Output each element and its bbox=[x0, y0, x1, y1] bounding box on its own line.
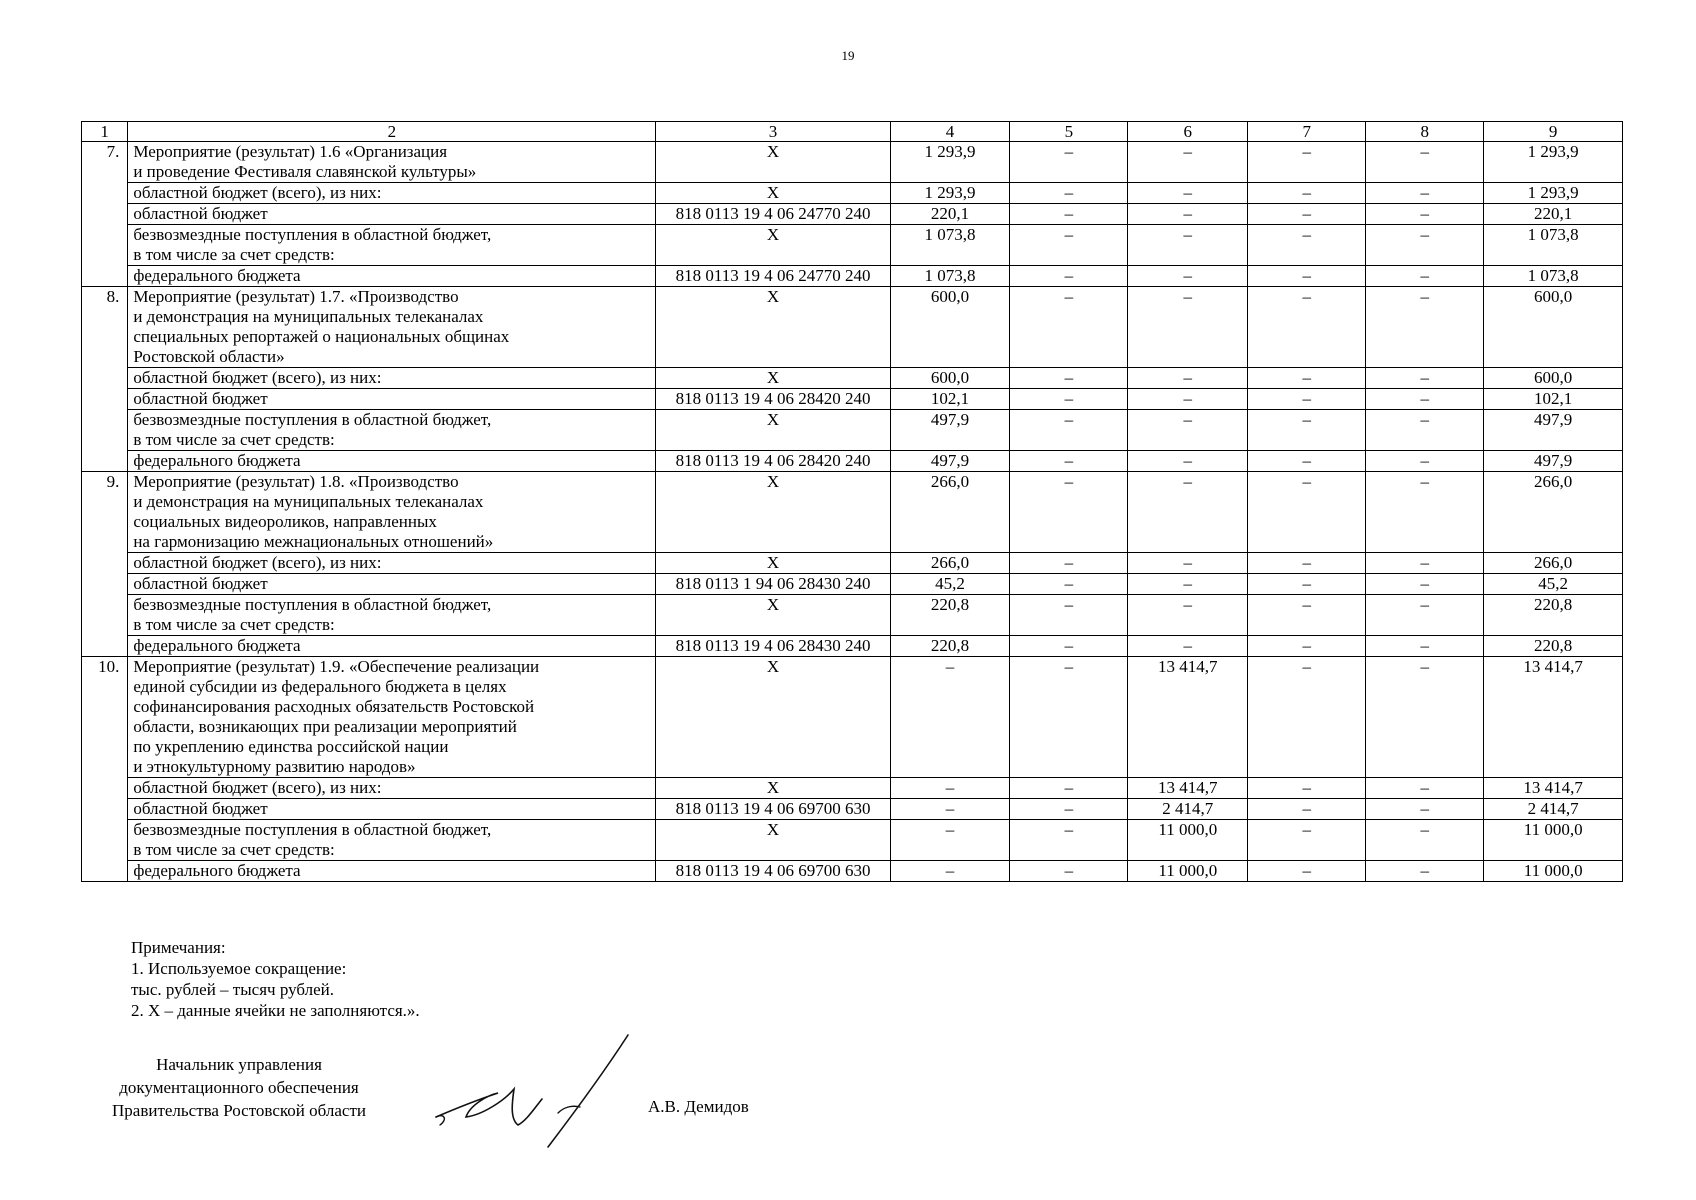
amount-cell: – bbox=[1010, 657, 1128, 778]
amount-cell: 497,9 bbox=[1484, 410, 1623, 451]
amount-cell: 600,0 bbox=[1484, 287, 1623, 368]
amount-cell: – bbox=[1248, 204, 1366, 225]
amount-cell: 1 073,8 bbox=[890, 266, 1010, 287]
amount-cell: – bbox=[1248, 287, 1366, 368]
budget-code: X bbox=[656, 183, 890, 204]
row-number: 10. bbox=[82, 657, 128, 882]
amount-cell: – bbox=[1248, 574, 1366, 595]
amount-cell: – bbox=[1366, 410, 1484, 451]
amount-cell: – bbox=[1248, 799, 1366, 820]
item-name: областной бюджет (всего), из них: bbox=[128, 553, 656, 574]
item-name: областной бюджет bbox=[128, 389, 656, 410]
amount-cell: – bbox=[1248, 389, 1366, 410]
notes-title: Примечания: bbox=[131, 938, 226, 957]
amount-cell: – bbox=[1248, 595, 1366, 636]
budget-table bbox=[81, 121, 1623, 882]
amount-cell: – bbox=[1128, 451, 1248, 472]
amount-cell: – bbox=[1128, 636, 1248, 657]
amount-cell: 497,9 bbox=[1484, 451, 1623, 472]
amount-cell: – bbox=[1010, 183, 1128, 204]
amount-cell: – bbox=[1010, 266, 1128, 287]
amount-cell: – bbox=[1128, 266, 1248, 287]
amount-cell: 220,8 bbox=[1484, 595, 1623, 636]
budget-code: 818 0113 19 4 06 28420 240 bbox=[656, 389, 890, 410]
amount-cell: – bbox=[1010, 142, 1128, 183]
amount-cell: – bbox=[1010, 553, 1128, 574]
budget-code: 818 0113 19 4 06 24770 240 bbox=[656, 266, 890, 287]
amount-cell: 600,0 bbox=[1484, 368, 1623, 389]
signer-position-line: Начальник управления bbox=[156, 1055, 322, 1074]
amount-cell: 1 293,9 bbox=[1484, 183, 1623, 204]
amount-cell: – bbox=[1010, 595, 1128, 636]
signer-position bbox=[86, 1053, 392, 1122]
amount-cell: – bbox=[890, 657, 1010, 778]
amount-cell: 266,0 bbox=[890, 553, 1010, 574]
amount-cell: – bbox=[1366, 472, 1484, 553]
amount-cell: 1 073,8 bbox=[1484, 225, 1623, 266]
amount-cell: 600,0 bbox=[890, 287, 1010, 368]
amount-cell: – bbox=[1248, 472, 1366, 553]
budget-code: 818 0113 19 4 06 24770 240 bbox=[656, 204, 890, 225]
amount-cell: – bbox=[1248, 183, 1366, 204]
budget-code: X bbox=[656, 368, 890, 389]
amount-cell: – bbox=[1128, 183, 1248, 204]
amount-cell: – bbox=[1128, 142, 1248, 183]
amount-cell: – bbox=[1366, 861, 1484, 882]
budget-code: 818 0113 19 4 06 69700 630 bbox=[656, 861, 890, 882]
budget-code: X bbox=[656, 472, 890, 553]
table-row bbox=[82, 636, 1623, 657]
amount-cell: – bbox=[1366, 183, 1484, 204]
amount-cell: – bbox=[1366, 820, 1484, 861]
amount-cell: – bbox=[1248, 451, 1366, 472]
notes bbox=[131, 937, 420, 1021]
signer-position-line: Правительства Ростовской области bbox=[112, 1101, 366, 1120]
note-line: тыс. рублей – тысяч рублей. bbox=[131, 980, 334, 999]
item-name: областной бюджет (всего), из них: bbox=[128, 778, 656, 799]
amount-cell: – bbox=[1248, 778, 1366, 799]
item-name: областной бюджет bbox=[128, 204, 656, 225]
amount-cell: – bbox=[1010, 574, 1128, 595]
column-number: 7 bbox=[1248, 122, 1366, 142]
amount-cell: – bbox=[1248, 553, 1366, 574]
amount-cell: – bbox=[1010, 389, 1128, 410]
amount-cell: – bbox=[890, 799, 1010, 820]
amount-cell: 13 414,7 bbox=[1128, 657, 1248, 778]
amount-cell: – bbox=[1010, 410, 1128, 451]
table-row bbox=[82, 451, 1623, 472]
amount-cell: – bbox=[1366, 368, 1484, 389]
amount-cell: 11 000,0 bbox=[1128, 861, 1248, 882]
amount-cell: – bbox=[1128, 553, 1248, 574]
item-name: областной бюджет bbox=[128, 574, 656, 595]
table-row bbox=[82, 142, 1623, 183]
table-row bbox=[82, 183, 1623, 204]
amount-cell: 13 414,7 bbox=[1484, 657, 1623, 778]
amount-cell: – bbox=[1010, 778, 1128, 799]
item-name: областной бюджет bbox=[128, 799, 656, 820]
budget-table-body bbox=[82, 122, 1623, 882]
item-name: безвозмездные поступления в областной бюджет, в том числе за счет средств: bbox=[128, 225, 656, 266]
amount-cell: – bbox=[1366, 799, 1484, 820]
item-name: федерального бюджета bbox=[128, 636, 656, 657]
table-row bbox=[82, 553, 1623, 574]
amount-cell: – bbox=[1010, 861, 1128, 882]
amount-cell: – bbox=[1128, 574, 1248, 595]
amount-cell: 1 293,9 bbox=[890, 183, 1010, 204]
amount-cell: – bbox=[1248, 368, 1366, 389]
amount-cell: 2 414,7 bbox=[1128, 799, 1248, 820]
amount-cell: 220,1 bbox=[1484, 204, 1623, 225]
budget-code: 818 0113 19 4 06 28420 240 bbox=[656, 451, 890, 472]
table-row bbox=[82, 225, 1623, 266]
amount-cell: 1 293,9 bbox=[890, 142, 1010, 183]
column-number: 4 bbox=[890, 122, 1010, 142]
item-name: федерального бюджета bbox=[128, 861, 656, 882]
table-row bbox=[82, 204, 1623, 225]
amount-cell: – bbox=[1366, 553, 1484, 574]
amount-cell: 45,2 bbox=[1484, 574, 1623, 595]
budget-code: 818 0113 1 94 06 28430 240 bbox=[656, 574, 890, 595]
item-name: областной бюджет (всего), из них: bbox=[128, 368, 656, 389]
item-name: Мероприятие (результат) 1.9. «Обеспечение реализации единой субсидии из федерального бюджета в целях софинансирования расходных обязательств Ростовской области, возникающих при реализации мероприятий по укреплению единства российской нации и этнокультурному развитию народов» bbox=[128, 657, 656, 778]
amount-cell: 13 414,7 bbox=[1128, 778, 1248, 799]
amount-cell: 266,0 bbox=[890, 472, 1010, 553]
budget-code: X bbox=[656, 142, 890, 183]
table-row bbox=[82, 574, 1623, 595]
amount-cell: – bbox=[1248, 266, 1366, 287]
amount-cell: – bbox=[1248, 861, 1366, 882]
amount-cell: – bbox=[1010, 472, 1128, 553]
amount-cell: – bbox=[1010, 225, 1128, 266]
budget-code: 818 0113 19 4 06 69700 630 bbox=[656, 799, 890, 820]
amount-cell: 497,9 bbox=[890, 451, 1010, 472]
amount-cell: 11 000,0 bbox=[1484, 820, 1623, 861]
amount-cell: – bbox=[1010, 820, 1128, 861]
amount-cell: – bbox=[890, 820, 1010, 861]
amount-cell: – bbox=[1248, 820, 1366, 861]
amount-cell: 220,1 bbox=[890, 204, 1010, 225]
budget-code: X bbox=[656, 410, 890, 451]
table-row bbox=[82, 861, 1623, 882]
table-row bbox=[82, 368, 1623, 389]
table-row bbox=[82, 410, 1623, 451]
table-row bbox=[82, 657, 1623, 778]
amount-cell: 45,2 bbox=[890, 574, 1010, 595]
page-number: 19 bbox=[841, 48, 855, 63]
item-name: Мероприятие (результат) 1.6 «Организация и проведение Фестиваля славянской культуры» bbox=[128, 142, 656, 183]
row-number: 7. bbox=[82, 142, 128, 287]
amount-cell: 1 073,8 bbox=[890, 225, 1010, 266]
budget-code: X bbox=[656, 553, 890, 574]
amount-cell: – bbox=[1366, 225, 1484, 266]
amount-cell: 2 414,7 bbox=[1484, 799, 1623, 820]
amount-cell: 13 414,7 bbox=[1484, 778, 1623, 799]
amount-cell: – bbox=[1366, 287, 1484, 368]
amount-cell: 497,9 bbox=[890, 410, 1010, 451]
signer-name: А.В. Демидов bbox=[648, 1097, 749, 1116]
amount-cell: – bbox=[1366, 574, 1484, 595]
table-row bbox=[82, 799, 1623, 820]
amount-cell: – bbox=[1010, 368, 1128, 389]
amount-cell: – bbox=[1366, 389, 1484, 410]
amount-cell: 11 000,0 bbox=[1484, 861, 1623, 882]
amount-cell: 102,1 bbox=[890, 389, 1010, 410]
column-numbers-row bbox=[82, 122, 1623, 142]
amount-cell: 11 000,0 bbox=[1128, 820, 1248, 861]
item-name: федерального бюджета bbox=[128, 451, 656, 472]
amount-cell: 220,8 bbox=[890, 595, 1010, 636]
amount-cell: – bbox=[1010, 204, 1128, 225]
amount-cell: – bbox=[1010, 287, 1128, 368]
signer-position-line: документационного обеспечения bbox=[119, 1078, 359, 1097]
table-row bbox=[82, 778, 1623, 799]
budget-code: X bbox=[656, 287, 890, 368]
signature-icon bbox=[430, 1033, 630, 1148]
amount-cell: – bbox=[1248, 410, 1366, 451]
amount-cell: – bbox=[1128, 410, 1248, 451]
amount-cell: 102,1 bbox=[1484, 389, 1623, 410]
amount-cell: – bbox=[1366, 142, 1484, 183]
amount-cell: – bbox=[1128, 204, 1248, 225]
amount-cell: – bbox=[1128, 472, 1248, 553]
amount-cell: – bbox=[1248, 657, 1366, 778]
amount-cell: – bbox=[1010, 451, 1128, 472]
amount-cell: – bbox=[1366, 778, 1484, 799]
amount-cell: 1 293,9 bbox=[1484, 142, 1623, 183]
table-row bbox=[82, 389, 1623, 410]
item-name: безвозмездные поступления в областной бюджет, в том числе за счет средств: bbox=[128, 410, 656, 451]
amount-cell: – bbox=[1128, 225, 1248, 266]
amount-cell: – bbox=[1366, 266, 1484, 287]
item-name: федерального бюджета bbox=[128, 266, 656, 287]
column-number: 9 bbox=[1484, 122, 1623, 142]
amount-cell: – bbox=[890, 778, 1010, 799]
amount-cell: – bbox=[1248, 636, 1366, 657]
amount-cell: 266,0 bbox=[1484, 553, 1623, 574]
budget-code: X bbox=[656, 820, 890, 861]
table-row bbox=[82, 287, 1623, 368]
column-number: 6 bbox=[1128, 122, 1248, 142]
budget-code: X bbox=[656, 657, 890, 778]
amount-cell: – bbox=[1128, 595, 1248, 636]
table-row bbox=[82, 820, 1623, 861]
budget-code: X bbox=[656, 778, 890, 799]
note-line: 1. Используемое сокращение: bbox=[131, 959, 347, 978]
column-number: 3 bbox=[656, 122, 890, 142]
amount-cell: – bbox=[1366, 451, 1484, 472]
item-name: безвозмездные поступления в областной бюджет, в том числе за счет средств: bbox=[128, 820, 656, 861]
item-name: областной бюджет (всего), из них: bbox=[128, 183, 656, 204]
amount-cell: 266,0 bbox=[1484, 472, 1623, 553]
budget-code: X bbox=[656, 225, 890, 266]
amount-cell: – bbox=[1128, 368, 1248, 389]
amount-cell: – bbox=[1366, 657, 1484, 778]
item-name: Мероприятие (результат) 1.7. «Производство и демонстрация на муниципальных телеканалах специальных репортажей о национальных общинах Ростовской области» bbox=[128, 287, 656, 368]
amount-cell: 220,8 bbox=[1484, 636, 1623, 657]
amount-cell: – bbox=[1128, 389, 1248, 410]
column-number: 2 bbox=[128, 122, 656, 142]
item-name: безвозмездные поступления в областной бюджет, в том числе за счет средств: bbox=[128, 595, 656, 636]
row-number: 8. bbox=[82, 287, 128, 472]
budget-code: X bbox=[656, 595, 890, 636]
note-line: 2. X – данные ячейки не заполняются.». bbox=[131, 1001, 420, 1020]
amount-cell: 220,8 bbox=[890, 636, 1010, 657]
amount-cell: – bbox=[1010, 636, 1128, 657]
column-number: 1 bbox=[82, 122, 128, 142]
amount-cell: – bbox=[1366, 595, 1484, 636]
table-row bbox=[82, 266, 1623, 287]
amount-cell: 600,0 bbox=[890, 368, 1010, 389]
item-name: Мероприятие (результат) 1.8. «Производство и демонстрация на муниципальных телеканалах социальных видеороликов, направленных на гармонизацию межнациональных отношений» bbox=[128, 472, 656, 553]
amount-cell: – bbox=[1248, 225, 1366, 266]
row-number: 9. bbox=[82, 472, 128, 657]
table-row bbox=[82, 595, 1623, 636]
table-row bbox=[82, 472, 1623, 553]
amount-cell: – bbox=[1366, 204, 1484, 225]
amount-cell: – bbox=[1248, 142, 1366, 183]
amount-cell: – bbox=[1366, 636, 1484, 657]
amount-cell: – bbox=[1128, 287, 1248, 368]
amount-cell: – bbox=[1010, 799, 1128, 820]
amount-cell: 1 073,8 bbox=[1484, 266, 1623, 287]
column-number: 5 bbox=[1010, 122, 1128, 142]
budget-code: 818 0113 19 4 06 28430 240 bbox=[656, 636, 890, 657]
column-number: 8 bbox=[1366, 122, 1484, 142]
amount-cell: – bbox=[890, 861, 1010, 882]
